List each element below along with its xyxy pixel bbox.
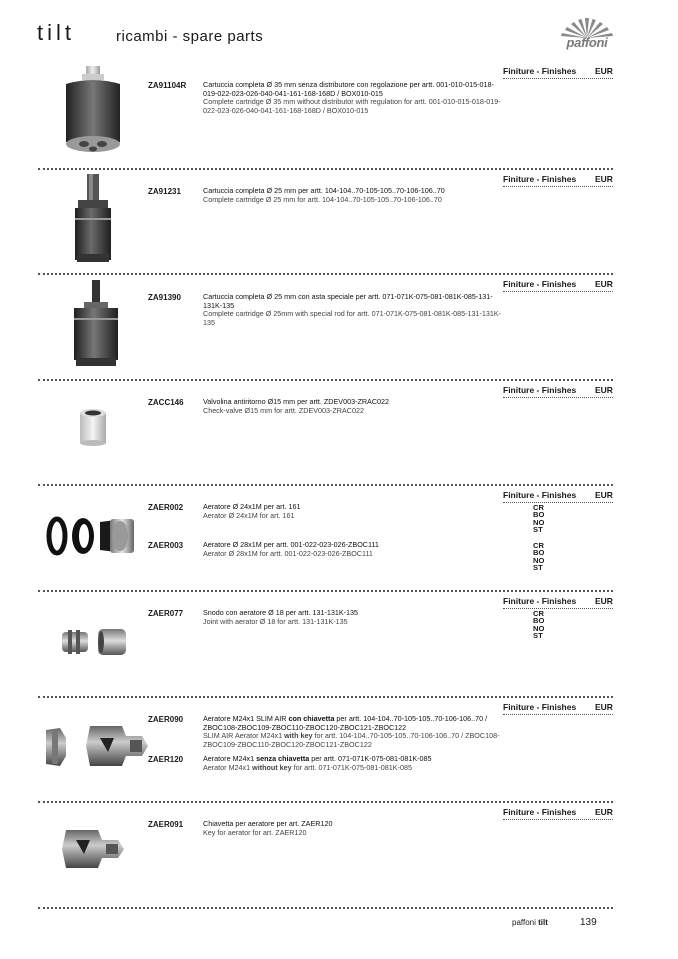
description-it: Aeratore M24x1 senza chiavetta per artt. 071-071K-075-081-081K-085	[203, 754, 432, 763]
price-column-label: EUR	[595, 702, 613, 712]
aerator-key-image	[62, 826, 128, 872]
finishes-column-label: Finiture - Finishes	[503, 174, 577, 184]
series-title: tilt	[37, 20, 75, 45]
divider	[38, 907, 613, 909]
finishes-column-label: Finiture - Finishes	[503, 66, 577, 76]
footer-series-name: tilt	[538, 918, 548, 927]
divider	[38, 590, 613, 592]
description-en: Aerator Ø 28x1M for artt. 001-022-023-026-ZBOC111	[203, 548, 373, 558]
description-en: Complete cartridge Ø 25mm with special rod for artt. 071-071K-075-081-081K-085-131-131K-135	[203, 309, 502, 327]
divider	[38, 273, 613, 275]
divider	[503, 397, 613, 398]
description-en: Complete cartridge Ø 25 mm for artt. 104-104..70-105-105..70-106-106..70	[203, 194, 442, 204]
product-description	[203, 715, 503, 749]
brand-wordmark: paffoni	[566, 35, 608, 50]
description-en: Key for aerator for art. ZAER120	[203, 827, 307, 837]
product-code: ZA91104R	[148, 81, 187, 90]
divider	[503, 186, 613, 187]
product-description	[203, 503, 503, 520]
finish-code: NO	[533, 555, 545, 565]
description-it: Valvolina antiritorno Ø15 mm per artt. ZDEV003-ZRAC022	[203, 397, 390, 406]
finishes-column-label: Finiture - Finishes	[503, 807, 577, 817]
footer-brand-name: paffoni	[512, 918, 536, 927]
finish-code: ST	[533, 525, 543, 535]
divider	[503, 502, 613, 503]
divider	[503, 608, 613, 609]
price-column-label: EUR	[595, 279, 613, 289]
description-it: Snodo con aeratore Ø 18 per artt. 131-131K-135	[203, 608, 359, 617]
finish-codes	[533, 610, 544, 640]
description-it: Cartuccia completa Ø 35 mm senza distributore con regolazione per artt. 001-010-015-018-019-022-023-026-040-041-161-168-168D / BOX010-015	[203, 80, 494, 98]
price-column-label: EUR	[595, 385, 613, 395]
product-code: ZA91231	[148, 187, 181, 196]
product-code: ZAER120	[148, 755, 184, 764]
swivel-joint-image	[58, 624, 130, 660]
description-it: Cartuccia completa Ø 25 mm per artt. 104-104..70-105-105..70-106-106..70	[203, 186, 445, 195]
finish-code: BO	[533, 510, 545, 520]
finishes-column-label: Finiture - Finishes	[503, 490, 577, 500]
divider	[38, 379, 613, 381]
price-column-label: EUR	[595, 807, 613, 817]
divider	[38, 484, 613, 486]
description-it: Aeratore M24x1 SLIM AIR con chiavetta per artt. 104-104..70-105-105..70-106-106..70 / ZBOC108-ZBOC109-ZBOC110-ZBOC120-ZBOC121-ZBOC122	[203, 714, 488, 732]
description-it: Chiavetta per aeratore per art. ZAER120	[203, 819, 333, 828]
divider	[503, 714, 613, 715]
finish-code: BO	[533, 548, 545, 558]
footer-brand	[512, 918, 548, 927]
finish-code: ST	[533, 631, 543, 641]
product-description	[203, 81, 503, 115]
price-column-label: EUR	[595, 596, 613, 606]
product-description	[203, 820, 503, 837]
divider	[38, 696, 613, 698]
product-code: ZAER091	[148, 820, 184, 829]
description-it: Cartuccia completa Ø 25 mm con asta speciale per artt. 071-071K-075-081-081K-085-131-131K-135	[203, 292, 493, 310]
description-en: Complete cartridge Ø 35 mm without distributor with regulation for artt. 001-010-015-018-019-022-023-026-040-041-161-168-168D / BOX010-015	[203, 97, 501, 115]
description-it: Aeratore Ø 28x1M per artt. 001-022-023-026-ZBOC111	[203, 540, 379, 549]
product-code: ZAER077	[148, 609, 184, 618]
product-description	[203, 187, 503, 204]
description-en: Aerator Ø 24x1M for art. 161	[203, 510, 295, 520]
slim-air-aerator-image	[42, 722, 154, 772]
finishes-column-label: Finiture - Finishes	[503, 702, 577, 712]
finish-code: NO	[533, 623, 545, 633]
divider	[503, 78, 613, 79]
cartridge-25mm-image	[66, 172, 120, 266]
cartridge-35mm-image	[58, 64, 128, 160]
product-description	[203, 293, 503, 327]
cartridge-special-rod-image	[66, 278, 126, 370]
description-it: Aeratore Ø 24x1M per art. 161	[203, 502, 301, 511]
description-en: Check-valve Ø15 mm for artt. ZDEV003-ZRAC022	[203, 405, 364, 415]
finishes-column-label: Finiture - Finishes	[503, 596, 577, 606]
product-description	[203, 755, 503, 772]
product-code: ZA91390	[148, 293, 181, 302]
description-en: Joint with aerator Ø 18 for artt. 131-131K-135	[203, 616, 348, 626]
check-valve-image	[76, 405, 110, 447]
finish-codes	[533, 542, 544, 572]
divider	[38, 168, 613, 170]
price-column-label: EUR	[595, 174, 613, 184]
price-column-label: EUR	[595, 66, 613, 76]
product-description	[203, 609, 503, 626]
finish-code: CR	[533, 503, 544, 512]
finish-code: ST	[533, 563, 543, 573]
description-en: SLIM AIR Aerator M24x1 with key for artt. 104-104..70-105-105..70-106-106..70 / ZBOC108-ZBOC109-ZBOC110-ZBOC120-ZBOC121-ZBOC122	[203, 731, 500, 749]
finishes-column-label: Finiture - Finishes	[503, 279, 577, 289]
product-code: ZAER002	[148, 503, 184, 512]
finish-code: CR	[533, 609, 544, 618]
divider	[38, 801, 613, 803]
product-description	[203, 541, 503, 558]
product-code: ZACC146	[148, 398, 184, 407]
finish-code: NO	[533, 517, 545, 527]
product-code: ZAER090	[148, 715, 184, 724]
finish-code: CR	[533, 541, 544, 550]
brand-logo	[556, 14, 618, 54]
finishes-column-label: Finiture - Finishes	[503, 385, 577, 395]
price-column-label: EUR	[595, 490, 613, 500]
page-number: 139	[580, 917, 597, 928]
finish-code: BO	[533, 616, 545, 626]
divider	[503, 819, 613, 820]
finish-codes	[533, 504, 544, 534]
divider	[503, 291, 613, 292]
description-en: Aerator M24x1 without key for artt. 071-071K-075-081-081K-085	[203, 762, 412, 772]
aerator-parts-image	[44, 514, 140, 558]
page-subtitle: ricambi - spare parts	[116, 28, 264, 45]
product-code: ZAER003	[148, 541, 184, 550]
product-description	[203, 398, 503, 415]
